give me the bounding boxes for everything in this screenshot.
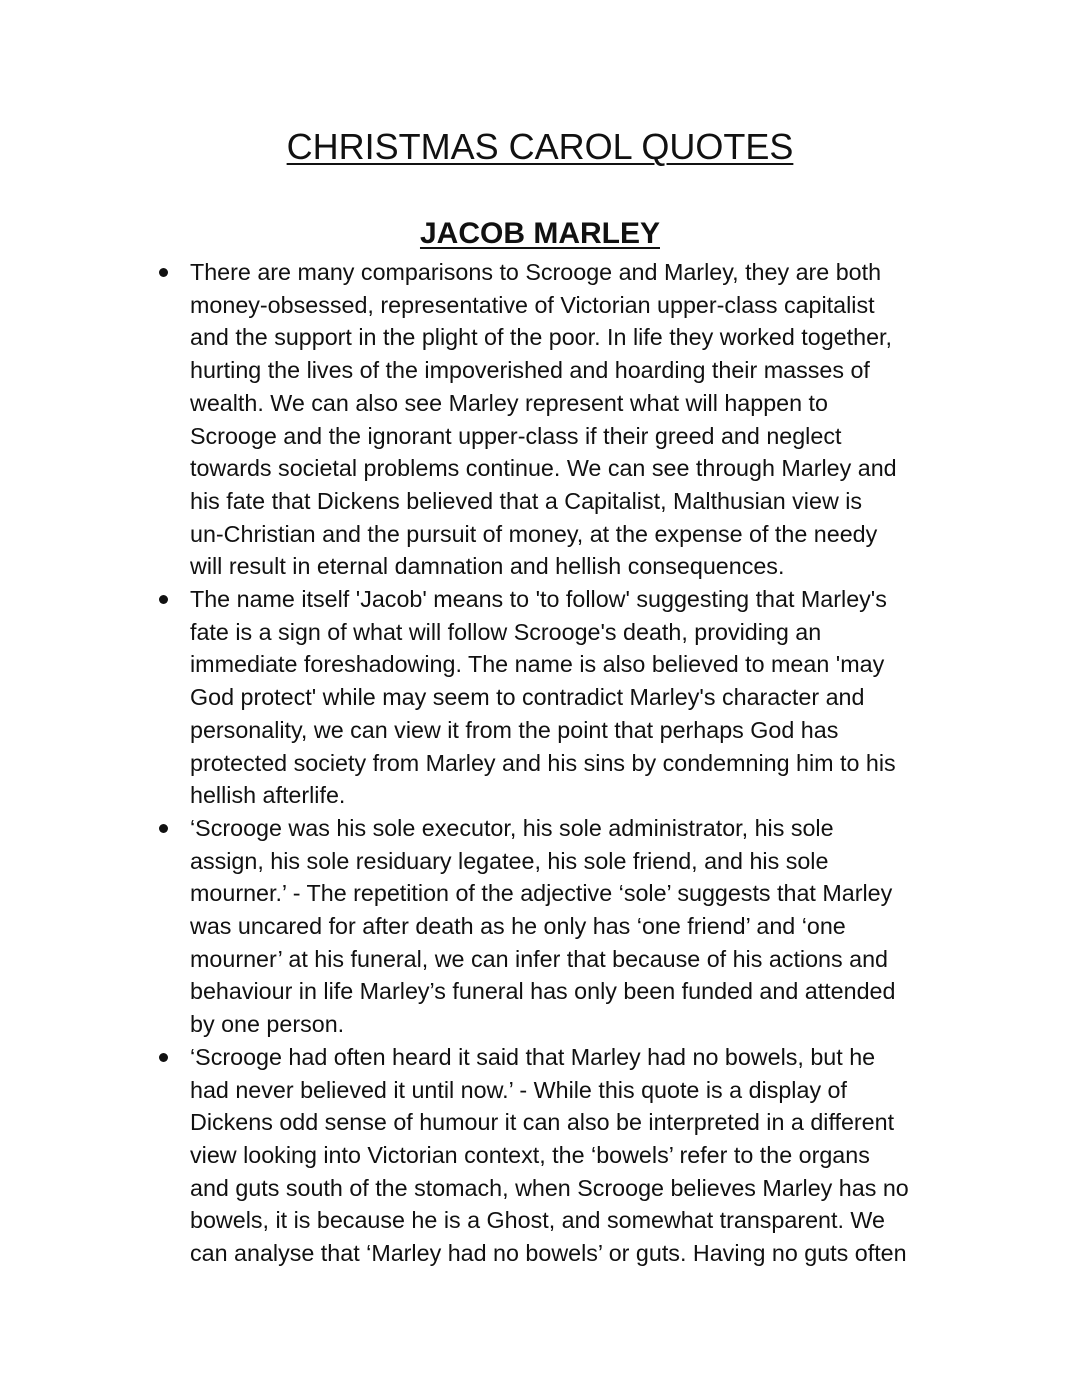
bullet-text: The name itself 'Jacob' means to 'to follow' suggesting that Marley's fate is a sign of what will follow Scrooge's death, providing an immediate foreshadowing. The name is also believed to mean 'may God protect' while may seem to contradict Marley's character and personality, we can view it from the point that perhaps God has protected society from Marley and his sins by condemning him to his hellish afterlife. xyxy=(190,586,896,809)
bullet-icon xyxy=(159,1053,168,1062)
bullet-icon xyxy=(159,824,168,833)
bullet-list xyxy=(0,256,1080,1270)
bullet-icon xyxy=(159,595,168,604)
bullet-text: ‘Scrooge was his sole executor, his sole administrator, his sole assign, his sole residuary legatee, his sole friend, and his sole mourner.’ - The repetition of the adjective ‘sole’ suggests that Marley was uncared for after death as he only has ‘one friend’ and ‘one mourner’ at his funeral, we can infer that because of his actions and behaviour in life Marley’s funeral has only been funded and attended by one person. xyxy=(190,814,896,1038)
section-heading xyxy=(0,214,1080,254)
bullet-item-4 xyxy=(0,1041,1080,1270)
section-heading-text: JACOB MARLEY xyxy=(419,217,660,250)
bullet-text: ‘Scrooge had often heard it said that Marley had no bowels, but he had never believed it until now.’ - While this quote is a display of Dickens odd sense of humour it can also be interpreted in a different view looking into Victorian context, the ‘bowels’ refer to the organs and guts south of the stomach, when Scrooge believes Marley has no bowels, it is because he is a Ghost, and somewhat transparent. We can analyse that ‘Marley had no bowels’ or guts. Having no guts often xyxy=(190,1043,909,1267)
bullet-icon xyxy=(159,268,168,277)
bullet-item-2 xyxy=(0,583,1080,812)
document-title xyxy=(0,124,1080,170)
bullet-text: There are many comparisons to Scrooge and Marley, they are both money-obsessed, representative of Victorian upper-class capitalist and the support in the plight of the poor. In life they worked together, hurting the lives of the impoverished and hoarding their masses of wealth. We can also see Marley represent what will happen to Scrooge and the ignorant upper-class if their greed and neglect towards societal problems continue. We can see through Marley and his fate that Dickens believed that a Capitalist, Malthusian view is un-Christian and the pursuit of money, at the expense of the needy will result in eternal damnation and hellish consequences. xyxy=(190,259,897,580)
document-title-text: CHRISTMAS CAROL QUOTES xyxy=(286,126,794,167)
bullet-item-3 xyxy=(0,812,1080,1041)
bullet-item-1 xyxy=(0,256,1080,583)
